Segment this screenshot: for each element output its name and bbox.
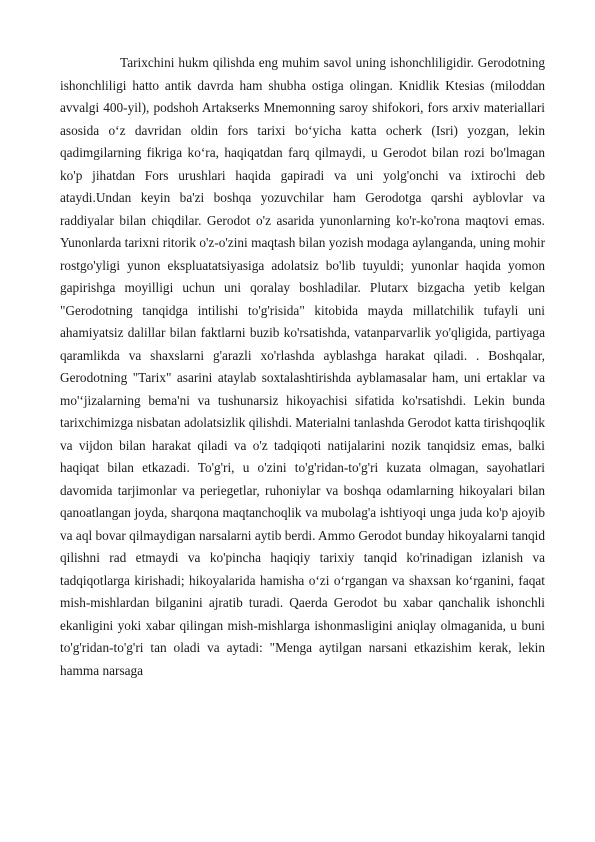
body-paragraph: Tarixchini hukm qilishda eng muhim savol uning ishonchliligidir. Gerodotning ishonchliligi hatto antik davrda ham shubha ostiga olingan. Knidlik Ktesias (miloddan avvalgi 400-yil), podshoh Artakserks Mnemonning saroy shifokori, fors arxiv materiallari asosida o‘z davridan oldin fors tarixi bo‘yicha katta ocherk (Isri) yozgan, lekin qadimgilarning fikriga ko‘ra, haqiqatdan farq qilmaydi, u Gerodot bilan rozi bo'lmagan ko'p jihatdan Fors urushlari haqida gapiradi va uni yolg'onchi va ixtirochi deb ataydi.Undan keyin ba'zi boshqa yozuvchilar ham Gerodotga qarshi ayblovlar va raddiyalar bilan chiqdilar. Gerodot o'z asarida yunonlarning ko'r-ko'rona maqtovi emas. Yunonlarda tarixni ritorik o'z-o'zini maqtash bilan yozish modaga aylanganda, uning mohir rostgo'yligi yunon ekspluatatsiyasiga adolatsiz bo'lib tuyuldi; yunonlar haqida yomon gapirishga moyilligi uchun uni qoralay boshladilar. Plutarx bizgacha yetib kelgan "Gerodotning tanqidga intilishi to'g'risida" kitobida mayda millatchilik tufayli uni ahamiyatsiz dalillar bilan faktlarni buzib ko'rsatishda, vatanparvarlik yo'qligida, partiyaga qaramlikda va shaxslarni g'arazli xo'rlashda ayblashga harakat qiladi. . Boshqalar, Gerodotning "Tarix" asarini ataylab soxtalashtirishda ayblamasalar ham, uni ertaklar va mo'‘jizalarning bema'ni va tushunarsiz hikoyachisi sifatida ko'rsatishdi. Lekin bunda tarixchimizga nisbatan adolatsizlik qilishdi. Materialni tanlashda Gerodot katta tirishqoqlik va vijdon bilan harakat qiladi va o'z tadqiqoti natijalarini nozik tanqidsiz emas, balki haqiqat bilan etkazadi. To'g'ri, u o'zini to'g'ridan-to'g'ri kuzata olmagan, sayohatlari davomida tarjimonlar va periegetlar, ruhoniylar va boshqa odamlarning hikoyalari bilan qanoatlangan joyda, sharqona maqtanchoqlik va mubolag'a ishtiyoqi unga juda ko'p ajoyib va aql bovar qilmaydigan narsalarni aytib berdi. Ammo Gerodot bunday hikoyalarni tanqid qilishni rad etmaydi va ko'pincha haqiqiy tarixiy tanqid ko'rinadigan izlanish va tadqiqotlarga kirishadi; hikoyalarida hamisha o‘zi o‘rgangan va shaxsan ko‘rganini, faqat mish-mishlardan bilganini ajratib turadi. Qaerda Gerodot bu xabar qanchalik ishonchli ekanligini yoki xabar qilingan mish-mishlarga ishonmasligini aniqlay olmaganida, u buni to'g'ridan-to'g'ri tan oladi va aytadi: "Menga aytilgan narsani etkazishim kerak, lekin hamma narsaga xyxy=(60,55,545,678)
